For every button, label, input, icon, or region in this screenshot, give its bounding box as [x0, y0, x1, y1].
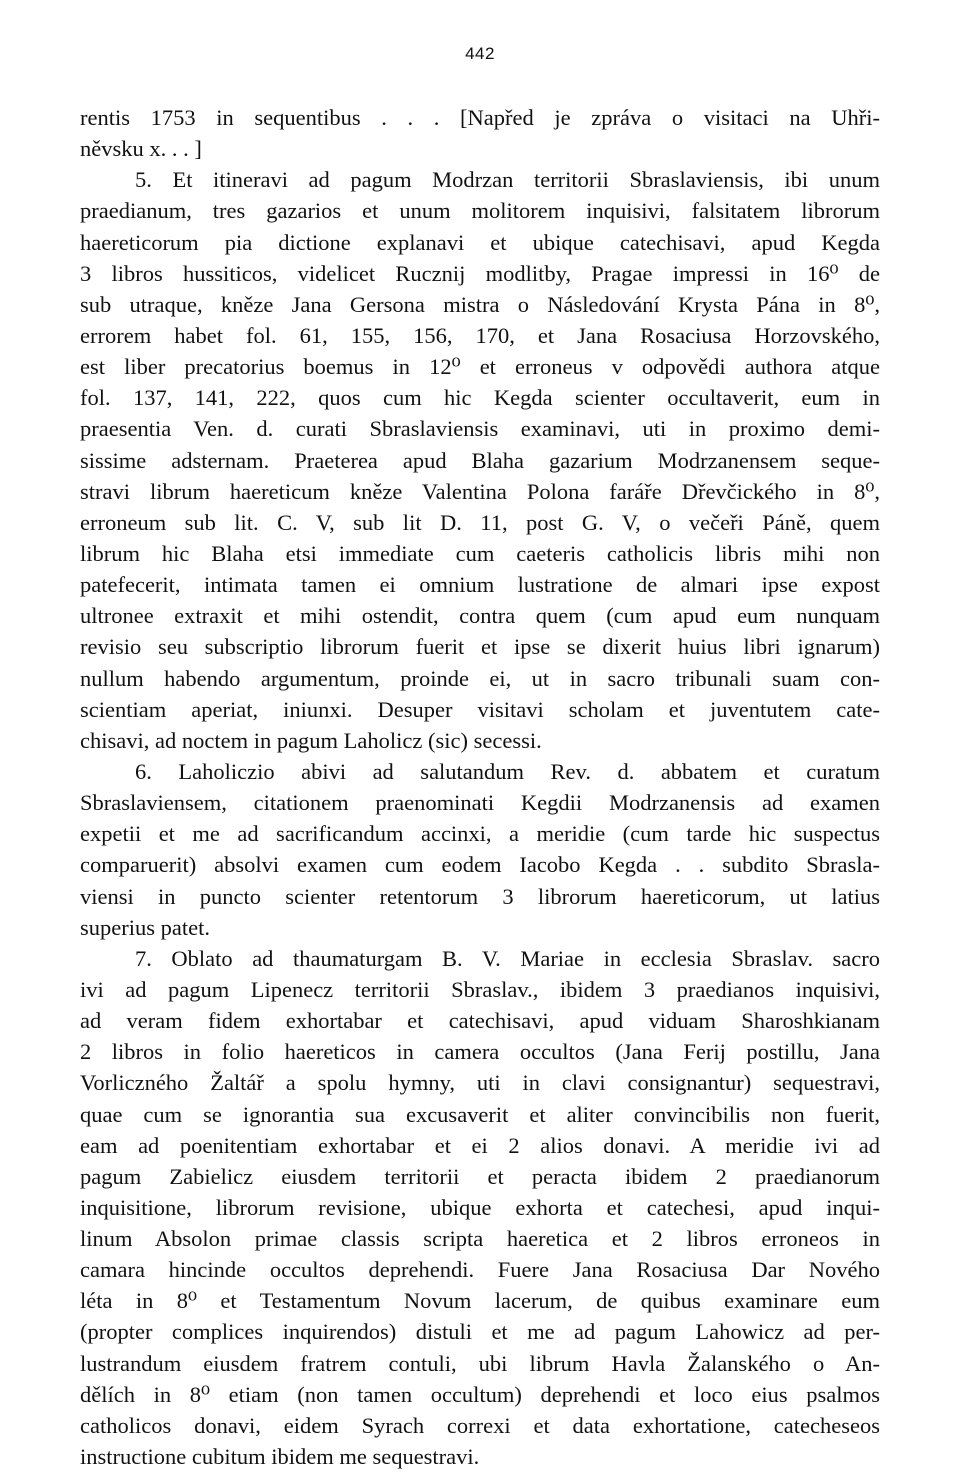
text-line: 5. Et itineravi ad pagum Modrzan territorii Sbraslaviensis, ibi unum — [135, 167, 880, 193]
text-line: 6. Laholiczio abivi ad salutandum Rev. d. abbatem et curatum — [135, 758, 880, 784]
text-line: pagum Zabielicz eiusdem territorii et peracta ibidem 2 praedianorum — [80, 1163, 880, 1189]
text-line: revisio seu subscriptio librorum fuerit et ipse se dixerit huius libri ignarum) — [80, 634, 880, 660]
text-line: Vorliczného Žaltář a spolu hymny, uti in clavi consignantur) sequestravi, — [80, 1070, 880, 1096]
text-line: eam ad poenitentiam exhortabar et ei 2 alios donavi. A meridie ivi ad — [80, 1132, 880, 1158]
text-line: est liber precatorius boemus in 12⁰ et erroneus v odpovědi authora atque — [80, 354, 880, 380]
text-line: comparuerit) absolvi examen cum eodem Iacobo Kegda . . subdito Sbrasla- — [80, 852, 880, 878]
text-line: lustrandum eiusdem fratrem contuli, ubi librum Havla Žalanského o An- — [80, 1350, 880, 1376]
text-line: nullum habendo argumentum, proinde ei, ut in sacro tribunali suam con- — [80, 665, 880, 691]
text-line: praesentia Ven. d. curati Sbraslaviensis examinavi, uti in proximo demi- — [80, 416, 880, 442]
text-line: sub utraque, kněze Jana Gersona mistra o Následování Krysta Pána in 8⁰, — [80, 291, 880, 317]
text-line: linum Absolon primae classis scripta haeretica et 2 libros erroneos in — [80, 1226, 880, 1252]
text-line: 3 libros hussiticos, videlicet Rucznij modlitby, Pragae impressi in 16⁰ de — [80, 260, 880, 286]
text-line: viensi in puncto scienter retentorum 3 librorum haereticorum, ut latius — [80, 883, 880, 909]
text-line: praedianum, tres gazarios et unum molitorem inquisivi, falsitatem librorum — [80, 198, 880, 224]
text-line: catholicos donavi, eidem Syrach correxi et data exhortatione, catecheseos — [80, 1412, 880, 1438]
text-line: haereticorum pia dictione explanavi et ubique catechisavi, apud Kegda — [80, 229, 880, 255]
text-line: scientiam aperiat, iniunxi. Desuper visitavi scholam et juventutem cate- — [80, 696, 880, 722]
text-line: léta in 8⁰ et Testamentum Novum lacerum, de quibus examinare eum — [80, 1288, 880, 1314]
text-line: sissime adsternam. Praeterea apud Blaha gazarium Modrzanensem seque- — [80, 447, 880, 473]
text-line: camara hincinde occultos deprehendi. Fuere Jana Rosaciusa Dar Nového — [80, 1257, 880, 1283]
text-line: ultronee extraxit et mihi ostendit, contra quem (cum apud eum nunquam — [80, 603, 880, 629]
text-line: superius patet. — [80, 914, 210, 940]
text-line: rentis 1753 in sequentibus . . . [Napřed je zpráva o visitaci na Uhři- — [80, 105, 880, 130]
text-line: erroneum sub lit. C. V, sub lit D. 11, post G. V, o večeři Páně, quem — [80, 509, 880, 535]
text-line: 7. Oblato ad thaumaturgam B. V. Mariae in ecclesia Sbraslav. sacro — [135, 945, 880, 971]
text-line: Sbraslaviensem, citationem praenominati Kegdii Modrzanensis ad examen — [80, 790, 880, 816]
text-line: inquisitione, librorum revisione, ubique exhorta et catechesi, apud inqui- — [80, 1194, 880, 1220]
text-line: expetii et me ad sacrificandum accinxi, a meridie (cum tarde hic suspectus — [80, 821, 880, 847]
text-line: stravi librum haereticum kněze Valentina Polona faráře Dřevčického in 8⁰, — [80, 478, 880, 504]
text-line: errorem habet fol. 61, 155, 156, 170, et Jana Rosaciusa Horzovského, — [80, 322, 880, 348]
text-line: něvsku x. . . ] — [80, 136, 202, 162]
text-line: quae cum se ignorantia sua excusaverit et aliter convincibilis non fuerit, — [80, 1101, 880, 1127]
page-number: 442 — [465, 44, 495, 63]
body-text — [80, 102, 880, 1472]
text-line: dělích in 8⁰ etiam (non tamen occultum) deprehendi et loco eius psalmos — [80, 1381, 880, 1407]
text-line: instructione cubitum ibidem me sequestravi. — [80, 1444, 480, 1470]
text-line: patefecerit, intimata tamen ei omnium lustratione de almari ipse expost — [80, 572, 880, 598]
text-line: chisavi, ad noctem in pagum Laholicz (sic) secessi. — [80, 727, 542, 753]
text-line: librum hic Blaha etsi immediate cum caeteris catholicis libris mihi non — [80, 540, 880, 566]
text-line: 2 libros in folio haereticos in camera occultos (Jana Ferij postillu, Jana — [80, 1039, 880, 1065]
text-line: (propter complices inquirendos) distuli et me ad pagum Lahowicz ad per- — [80, 1319, 880, 1345]
text-line: ad veram fidem exhortabar et catechisavi, apud viduam Sharoshkianam — [80, 1008, 880, 1034]
text-line: ivi ad pagum Lipenecz territorii Sbraslav., ibidem 3 praedianos inquisivi, — [80, 976, 880, 1002]
text-line: fol. 137, 141, 222, quos cum hic Kegda scienter occultaverit, eum in — [80, 385, 880, 411]
